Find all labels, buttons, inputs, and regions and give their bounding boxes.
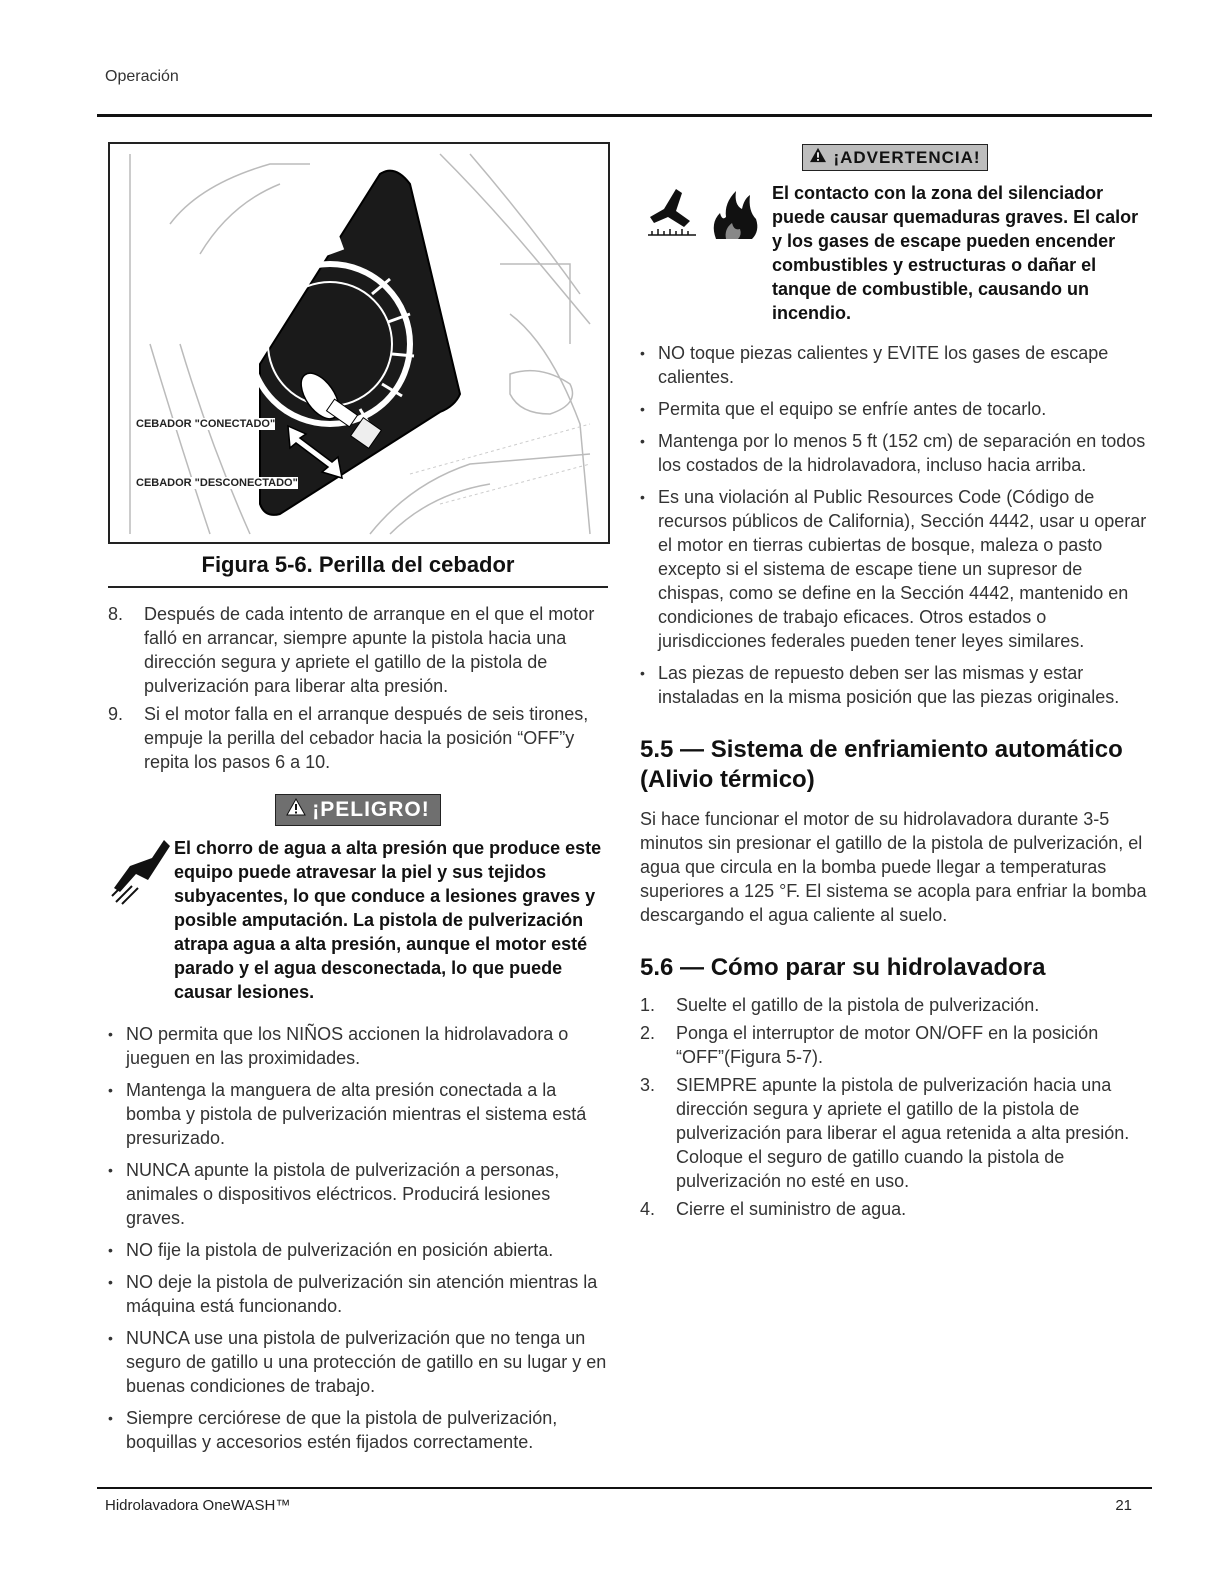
list-item: 1. Suelte el gatillo de la pistola de pulverización. bbox=[640, 995, 1040, 1015]
danger-banner-wrap bbox=[108, 794, 608, 826]
list-item: • Es una violación al Public Resources Code (Código de recursos públicos de California), Sección 4442, usar u operar el motor en tierras cubiertas de bosque, maleza o pasto excepto si el sistema de escape tiene un supresor de chispas, como se define en la Sección 4442, mantenido en condiciones de trabajo eficaces. Otros estados o jurisdicciones federales pueden tener leyes similares. bbox=[640, 485, 1150, 653]
list-item: • NO fije la pistola de pulverización en posición abierta. bbox=[108, 1238, 608, 1262]
list-item: 4. Cierre el suministro de agua. bbox=[640, 1199, 907, 1219]
section-5-6-title: 5.6 — Cómo parar su hidrolavadora bbox=[640, 954, 1046, 981]
danger-text: El chorro de agua a alta presión que produce este equipo puede atravesar la piel y sus tejidos subyacentes, lo que conduce a lesiones graves y posible amputación. La pistola de pulverización atrapa agua a alta presión, aunque el motor esté parado y el agua desconectada, lo que puede causar lesiones. bbox=[174, 838, 602, 1002]
choke-knob-figure bbox=[108, 142, 610, 544]
list-item: 9. Si el motor falla en el arranque después de seis tirones, empuje la perilla del cebador hacia la posición “OFF”y repita los pasos 6 a 10. bbox=[108, 704, 589, 772]
left-column bbox=[108, 142, 608, 1462]
warning-block bbox=[640, 181, 1150, 325]
list-item: • NO toque piezas calientes y EVITE los gases de escape calientes. bbox=[640, 341, 1150, 389]
list-item: • Mantenga la manguera de alta presión conectada a la bomba y pistola de pulverización mientras el sistema está presurizado. bbox=[108, 1078, 608, 1150]
list-item: 3. SIEMPRE apunte la pistola de pulverización hacia una dirección segura y apriete el gatillo de la pistola de pulverización para liberar el agua retenida a alta presión. Coloque el seguro de gatillo cuando la pistola de pulverización no esté en uso. bbox=[640, 1075, 1130, 1191]
section-5-5-title: 5.5 — Sistema de enfriamiento automático (Alivio térmico) bbox=[640, 736, 1123, 793]
footer-product: Hidrolavadora OneWASH™ bbox=[105, 1497, 291, 1514]
list-item: 8. Después de cada intento de arranque en el que el motor falló en arrancar, siempre apunte la pistola hacia una dirección segura y apriete el gatillo de la pistola de pulverización para liberar alta presión. bbox=[108, 604, 595, 696]
list-item: • NO permita que los NIÑOS accionen la hidrolavadora o jueguen en las proximidades. bbox=[108, 1022, 608, 1070]
warning-triangle-icon bbox=[809, 147, 827, 168]
warning-triangle-icon bbox=[286, 798, 306, 822]
list-item: • NUNCA apunte la pistola de pulverización a personas, animales o dispositivos eléctricos. Producirá lesiones graves. bbox=[108, 1158, 608, 1230]
list-item: 2. Ponga el interruptor de motor ON/OFF en la posición “OFF”(Figura 5-7). bbox=[640, 1023, 1099, 1067]
warning-banner: ¡ADVERTENCIA! bbox=[802, 144, 987, 171]
danger-banner: ¡PELIGRO! bbox=[275, 794, 441, 826]
list-item: • NUNCA use una pistola de pulverización que no tenga un seguro de gatillo u una protección de gatillo en su lugar y en buenas condiciones de trabajo. bbox=[108, 1326, 608, 1398]
list-item: • Las piezas de repuesto deben ser las mismas y estar instaladas en la misma posición que las piezas originales. bbox=[640, 661, 1150, 709]
list-item: • Permita que el equipo se enfríe antes de tocarlo. bbox=[640, 397, 1150, 421]
left-steps-list bbox=[108, 602, 608, 774]
footer-rule bbox=[97, 1487, 1152, 1489]
choke-on-label: CEBADOR "CONECTADO" bbox=[136, 418, 276, 430]
high-pressure-injection-icon bbox=[108, 836, 172, 911]
section-5-6-steps bbox=[640, 993, 1150, 1221]
warning-bullets bbox=[640, 341, 1150, 709]
header-rule bbox=[97, 114, 1152, 117]
page-number: 21 bbox=[1115, 1497, 1132, 1514]
warning-banner-wrap bbox=[640, 144, 1150, 171]
choke-off-label: CEBADOR "DESCONECTADO" bbox=[136, 477, 298, 489]
danger-bullets bbox=[108, 1022, 608, 1454]
right-column bbox=[640, 142, 1150, 1225]
list-item: • Siempre cerciórese de que la pistola de pulverización, boquillas y accesorios estén fijados correctamente. bbox=[108, 1406, 608, 1454]
caption-rule bbox=[108, 586, 608, 588]
hot-surface-fire-icon bbox=[646, 183, 762, 248]
figure-caption: Figura 5-6. Perilla del cebador bbox=[201, 552, 515, 577]
list-item: • NO deje la pistola de pulverización sin atención mientras la máquina está funcionando. bbox=[108, 1270, 608, 1318]
danger-block bbox=[108, 836, 608, 1006]
warning-text: El contacto con la zona del silenciador puede causar quemaduras graves. El calor y los gases de escape pueden encender combustibles y estructuras o dañar el tanque de combustible, causando un incendio. bbox=[772, 183, 1139, 323]
section-header: Operación bbox=[105, 68, 179, 85]
list-item: • Mantenga por lo menos 5 ft (152 cm) de separación en todos los costados de la hidrolavadora, incluso hacia arriba. bbox=[640, 429, 1150, 477]
section-5-5-body: Si hace funcionar el motor de su hidrolavadora durante 3-5 minutos sin presionar el gatillo de la pistola de pulverización, el agua que circula en la bomba puede llegar a temperaturas superiores a 125 °F. El sistema se acopla para enfriar la bomba descargando el agua caliente al suelo. bbox=[640, 809, 1147, 925]
